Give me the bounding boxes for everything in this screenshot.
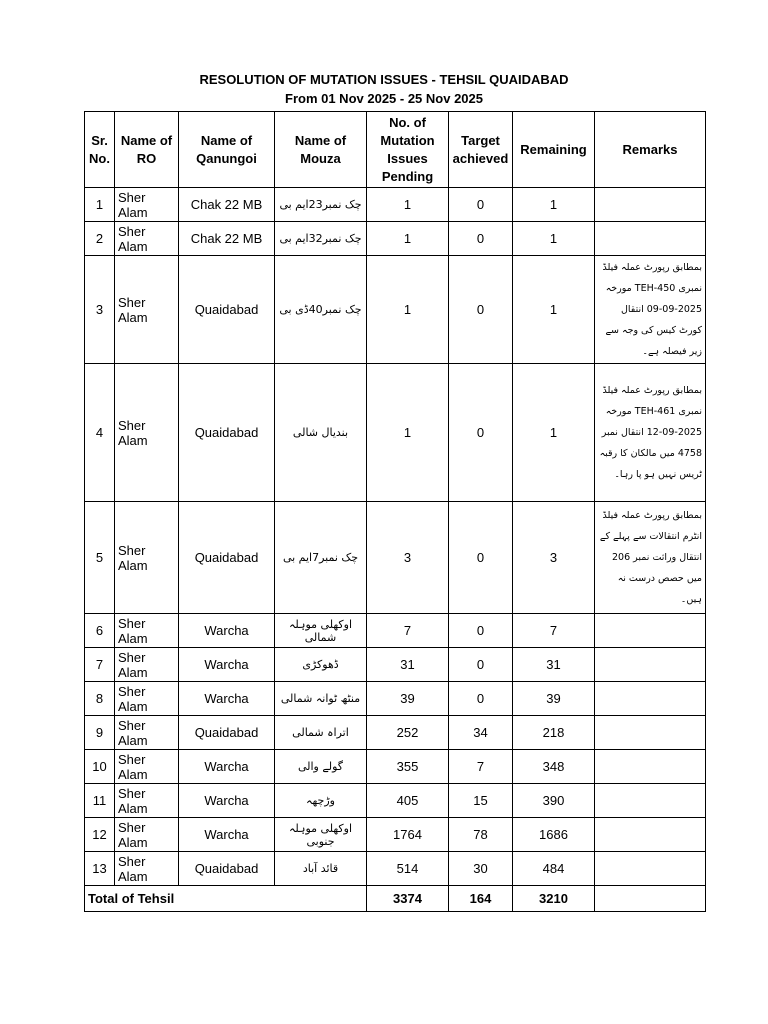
cell-remarks <box>595 818 706 852</box>
total-label: Total of Tehsil <box>85 886 367 912</box>
header-row <box>85 112 706 188</box>
cell-sr: 13 <box>85 852 115 886</box>
table-row <box>85 716 706 750</box>
cell-ro: Sher Alam <box>115 188 179 222</box>
date-range: From 01 Nov 2025 - 25 Nov 2025 <box>285 91 483 106</box>
cell-target: 34 <box>449 716 513 750</box>
cell-target: 15 <box>449 784 513 818</box>
table-row <box>85 784 706 818</box>
cell-pending: 3 <box>367 502 449 614</box>
cell-qanungoi: Warcha <box>179 648 275 682</box>
cell-qanungoi: Quaidabad <box>179 256 275 364</box>
cell-mouza: بندیال شالی <box>275 364 367 502</box>
header-pending: No. of Mutation Issues Pending <box>367 112 449 188</box>
cell-remaining: 1686 <box>513 818 595 852</box>
header-qanungoi: Name of Qanungoi <box>179 112 275 188</box>
cell-remarks <box>595 682 706 716</box>
cell-qanungoi: Quaidabad <box>179 716 275 750</box>
cell-sr: 5 <box>85 502 115 614</box>
document-title: RESOLUTION OF MUTATION ISSUES - TEHSIL QUAIDABAD <box>199 72 569 87</box>
cell-ro: Sher Alam <box>115 682 179 716</box>
cell-mouza: چک نمبر23ایم بی <box>275 188 367 222</box>
cell-sr: 2 <box>85 222 115 256</box>
cell-ro: Sher Alam <box>115 222 179 256</box>
table-row <box>85 188 706 222</box>
cell-qanungoi: Warcha <box>179 614 275 648</box>
cell-mouza: ڈھوکڑی <box>275 648 367 682</box>
cell-pending: 514 <box>367 852 449 886</box>
cell-pending: 1 <box>367 188 449 222</box>
cell-mouza: گولے والی <box>275 750 367 784</box>
cell-remaining: 1 <box>513 222 595 256</box>
header-target: Target achieved <box>449 112 513 188</box>
cell-pending: 7 <box>367 614 449 648</box>
cell-remarks <box>595 750 706 784</box>
cell-qanungoi: Warcha <box>179 682 275 716</box>
header-mouza: Name of Mouza <box>275 112 367 188</box>
cell-mouza: چک نمبر7ایم بی <box>275 502 367 614</box>
cell-mouza: قائد آباد <box>275 852 367 886</box>
cell-target: 0 <box>449 682 513 716</box>
table-row <box>85 750 706 784</box>
total-target: 164 <box>449 886 513 912</box>
cell-qanungoi: Warcha <box>179 818 275 852</box>
cell-qanungoi: Quaidabad <box>179 852 275 886</box>
cell-ro: Sher Alam <box>115 502 179 614</box>
cell-sr: 10 <box>85 750 115 784</box>
cell-target: 0 <box>449 614 513 648</box>
table-row <box>85 614 706 648</box>
table-row <box>85 364 706 502</box>
cell-sr: 3 <box>85 256 115 364</box>
cell-remaining: 218 <box>513 716 595 750</box>
header-ro: Name of RO <box>115 112 179 188</box>
cell-sr: 1 <box>85 188 115 222</box>
cell-pending: 1764 <box>367 818 449 852</box>
cell-target: 0 <box>449 648 513 682</box>
cell-sr: 7 <box>85 648 115 682</box>
cell-sr: 12 <box>85 818 115 852</box>
total-row <box>85 886 706 912</box>
cell-target: 78 <box>449 818 513 852</box>
cell-remaining: 1 <box>513 256 595 364</box>
cell-mouza: وڑچھہ <box>275 784 367 818</box>
cell-remaining: 1 <box>513 188 595 222</box>
cell-sr: 6 <box>85 614 115 648</box>
cell-remaining: 484 <box>513 852 595 886</box>
cell-ro: Sher Alam <box>115 256 179 364</box>
table-row <box>85 256 706 364</box>
cell-ro: Sher Alam <box>115 852 179 886</box>
table-row <box>85 682 706 716</box>
table-row <box>85 222 706 256</box>
total-remarks <box>595 886 706 912</box>
cell-remarks: بمطابق رپورٹ عملہ فیلڈ نمبری TEH-450 مورخہ 2025-09-09 انتقال کورٹ کیس کی وجہ سے زیر فیصلہ ہے۔ <box>595 256 706 364</box>
cell-remaining: 348 <box>513 750 595 784</box>
cell-sr: 11 <box>85 784 115 818</box>
total-pending: 3374 <box>367 886 449 912</box>
cell-mouza: چک نمبر40ڈی بی <box>275 256 367 364</box>
cell-target: 30 <box>449 852 513 886</box>
header-remarks: Remarks <box>595 112 706 188</box>
table-body <box>85 188 706 886</box>
cell-qanungoi: Warcha <box>179 784 275 818</box>
cell-remarks <box>595 784 706 818</box>
cell-target: 0 <box>449 502 513 614</box>
cell-sr: 4 <box>85 364 115 502</box>
cell-qanungoi: Warcha <box>179 750 275 784</box>
cell-mouza: اتراہ شمالی <box>275 716 367 750</box>
cell-mouza: چک نمبر32ایم بی <box>275 222 367 256</box>
cell-remaining: 39 <box>513 682 595 716</box>
mutation-issues-table <box>84 111 706 912</box>
cell-ro: Sher Alam <box>115 648 179 682</box>
cell-mouza: اوکھلی موہلہ شمالی <box>275 614 367 648</box>
header-sr: Sr. No. <box>85 112 115 188</box>
cell-pending: 355 <box>367 750 449 784</box>
cell-pending: 252 <box>367 716 449 750</box>
cell-mouza: منٹھ ٹوانہ شمالی <box>275 682 367 716</box>
total-remaining: 3210 <box>513 886 595 912</box>
cell-ro: Sher Alam <box>115 784 179 818</box>
cell-pending: 1 <box>367 222 449 256</box>
cell-pending: 39 <box>367 682 449 716</box>
cell-sr: 8 <box>85 682 115 716</box>
cell-mouza: اوکھلی موہلہ جنوبی <box>275 818 367 852</box>
cell-ro: Sher Alam <box>115 818 179 852</box>
cell-ro: Sher Alam <box>115 614 179 648</box>
cell-ro: Sher Alam <box>115 364 179 502</box>
table-row <box>85 852 706 886</box>
cell-remaining: 7 <box>513 614 595 648</box>
cell-remarks <box>595 614 706 648</box>
cell-remarks <box>595 648 706 682</box>
cell-ro: Sher Alam <box>115 716 179 750</box>
cell-qanungoi: Chak 22 MB <box>179 188 275 222</box>
cell-target: 7 <box>449 750 513 784</box>
cell-pending: 31 <box>367 648 449 682</box>
cell-target: 0 <box>449 256 513 364</box>
cell-ro: Sher Alam <box>115 750 179 784</box>
cell-pending: 1 <box>367 364 449 502</box>
cell-pending: 1 <box>367 256 449 364</box>
table-row <box>85 502 706 614</box>
cell-target: 0 <box>449 364 513 502</box>
cell-pending: 405 <box>367 784 449 818</box>
cell-remaining: 31 <box>513 648 595 682</box>
cell-remaining: 1 <box>513 364 595 502</box>
table-row <box>85 648 706 682</box>
cell-qanungoi: Quaidabad <box>179 364 275 502</box>
cell-remarks <box>595 222 706 256</box>
cell-qanungoi: Quaidabad <box>179 502 275 614</box>
cell-remaining: 3 <box>513 502 595 614</box>
cell-remaining: 390 <box>513 784 595 818</box>
cell-sr: 9 <box>85 716 115 750</box>
cell-qanungoi: Chak 22 MB <box>179 222 275 256</box>
cell-remarks <box>595 716 706 750</box>
cell-remarks <box>595 852 706 886</box>
cell-target: 0 <box>449 222 513 256</box>
cell-remarks: بمطابق رپورٹ عملہ فیلڈ انٹرم انتقالات سے پہلے کے انتقال وراثت نمبر 206 میں حصص درست نہ ہیں۔ <box>595 502 706 614</box>
cell-remarks <box>595 188 706 222</box>
table-row <box>85 818 706 852</box>
cell-remarks: بمطابق رپورٹ عملہ فیلڈ نمبری TEH-461 مورخہ 2025-09-12 انتقال نمبر 4758 میں مالکان کا رقبہ ٹریس نہیں ہو پا رہا۔ <box>595 364 706 502</box>
cell-target: 0 <box>449 188 513 222</box>
header-remaining: Remaining <box>513 112 595 188</box>
